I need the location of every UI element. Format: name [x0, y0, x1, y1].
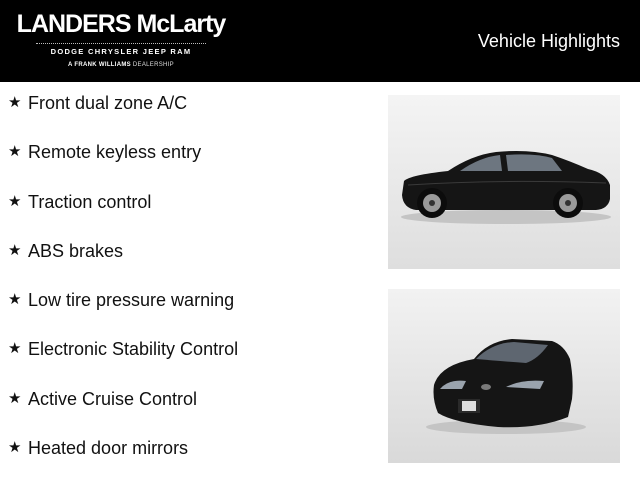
- logo-brands-text: DODGE CHRYSLER JEEP RAM: [50, 47, 192, 56]
- car-front-illustration: [388, 289, 620, 463]
- star-icon: ★: [8, 389, 22, 407]
- list-item: [8, 388, 378, 437]
- header-bar: [0, 0, 640, 82]
- feature-label: Remote keyless entry: [28, 142, 202, 163]
- feature-list: [8, 92, 378, 480]
- dealer-logo[interactable]: [16, 10, 226, 74]
- list-item: [8, 240, 378, 289]
- list-item: [8, 191, 378, 240]
- list-item: [8, 92, 378, 141]
- list-item: [8, 289, 378, 338]
- star-icon: ★: [8, 94, 22, 111]
- list-item: [8, 437, 378, 480]
- feature-label: Electronic Stability Control: [28, 339, 239, 360]
- star-icon: ★: [8, 340, 22, 358]
- feature-label: ABS brakes: [28, 240, 124, 261]
- feature-label: Low tire pressure warning: [28, 290, 235, 311]
- star-icon: ★: [8, 291, 22, 309]
- feature-label: Active Cruise Control: [28, 388, 198, 409]
- logo-dealer-prefix: A FRANK WILLIAMS: [68, 62, 131, 68]
- feature-label: Front dual zone A/C: [28, 93, 188, 113]
- logo-dealer-text: [16, 62, 226, 68]
- star-icon: ★: [8, 439, 22, 457]
- page-title: Vehicle Highlights: [477, 31, 620, 51]
- logo-dealer-suffix: DEALERSHIP: [132, 62, 174, 68]
- list-item: [8, 141, 378, 190]
- logo-main-text: LANDERS McLarty: [16, 10, 226, 38]
- star-icon: ★: [8, 143, 22, 161]
- feature-label: Traction control: [28, 191, 152, 212]
- vehicle-photo-side[interactable]: [388, 95, 620, 269]
- feature-label: Heated door mirrors: [28, 438, 189, 459]
- car-side-illustration: [388, 95, 620, 269]
- star-icon: ★: [8, 192, 22, 210]
- logo-divider: [36, 43, 206, 44]
- list-item: [8, 338, 378, 387]
- star-icon: ★: [8, 241, 22, 259]
- vehicle-photo-front[interactable]: [388, 289, 620, 463]
